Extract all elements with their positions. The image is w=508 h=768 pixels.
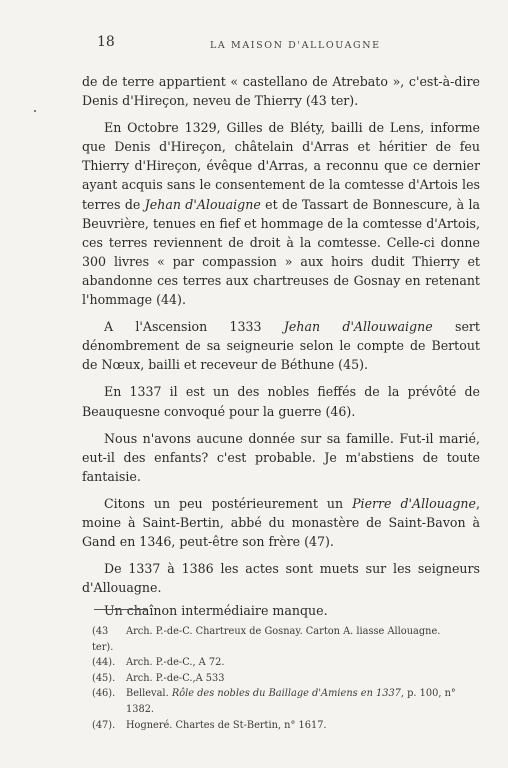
person-name: Jehan d'Alouaigne bbox=[144, 196, 261, 212]
paragraph bbox=[82, 317, 480, 374]
footnote-text bbox=[126, 686, 472, 717]
footnote-number: (44). bbox=[92, 657, 116, 669]
paragraph bbox=[82, 118, 480, 309]
text-segment: A l'Ascension 1333 bbox=[104, 319, 284, 335]
paragraph bbox=[82, 601, 480, 620]
text-segment: De 1337 à 1386 les actes sont muets sur les seigneurs d'Allouagne. bbox=[82, 561, 480, 596]
paragraph bbox=[82, 72, 480, 110]
text-segment: Un chaînon intermédiaire manque. bbox=[104, 603, 328, 619]
body-text bbox=[82, 72, 480, 628]
footnote-text: Arch. P.-de-C.,A 533 bbox=[126, 672, 225, 684]
text-segment: En Octobre 1329, Gilles de Bléty, bailli de Lens, informe que Denis d'Hireçon, châtelain d'Arras et héritier de feu Thierry d'Hireçon, évêque d'Arras, a reconnu que ce dernier ayant acquis sans le consentement de la comtesse d'Artois les terres de bbox=[82, 120, 480, 212]
footnote-separator bbox=[94, 609, 148, 610]
footnote bbox=[92, 655, 472, 671]
footnote-text: Arch. P.-de-C., A 72. bbox=[126, 657, 225, 669]
paragraph bbox=[82, 429, 480, 486]
text-segment: , moine à Saint-Bertin, abbé du monastère de Saint-Bavon à Gand en 1346, peut-être son frère (47). bbox=[82, 495, 480, 550]
text-segment: En 1337 il est un des nobles fieffés de la prévôté de Beauquesne convoqué pour la guerre (46). bbox=[82, 384, 480, 419]
text-segment: , p. 100, n° 1382. bbox=[126, 688, 456, 715]
text-segment: de de terre appartient « castellano de Atrebato », c'est-à-dire Denis d'Hireçon, neveu de Thierry (43 ter). bbox=[82, 74, 480, 109]
ink-speck bbox=[34, 110, 36, 112]
footnote-number: (43 ter). bbox=[92, 626, 114, 653]
running-head: LA MAISON D'ALLOUAGNE bbox=[210, 40, 381, 51]
book-title: Rôle des nobles du Baillage d'Amiens en 1337 bbox=[171, 688, 401, 700]
text-segment: Nous n'avons aucune donnée sur sa famille. Fut-il marié, eut-il des enfants? c'est probable. Je m'abstiens de toute fantaisie. bbox=[82, 430, 480, 484]
text-segment: sert dénombrement de sa seigneurie selon le compte de Bertout de Nœux, bailli et receveur de Béthune (45). bbox=[82, 319, 480, 373]
paragraph bbox=[82, 559, 480, 597]
footnote-number: (45). bbox=[92, 672, 116, 684]
text-segment: Citons un peu postérieurement un bbox=[104, 495, 353, 511]
page-number: 18 bbox=[97, 34, 115, 50]
footnote-number: (47). bbox=[92, 719, 116, 731]
text-segment: et de Tassart de Bonnescure, à la Beuvrière, tenues en fief et hommage de la comtesse d'Artois, ces terres reviennent de droit à la comtesse. Celle-ci donne 300 livres « par compassion » aux hoirs dudit Thierry et abandonne ces terres aux chartreuses de Gosnay en retenant l'hommage (44). bbox=[82, 196, 480, 308]
paragraph bbox=[82, 382, 480, 420]
footnote-text: Hogneré. Chartes de St-Bertin, n° 1617. bbox=[126, 719, 327, 731]
footnotes bbox=[92, 624, 472, 733]
footnote bbox=[92, 718, 472, 734]
footnote-number: (46). bbox=[92, 688, 116, 700]
text-segment: Belleval. bbox=[126, 688, 172, 700]
footnote bbox=[92, 686, 472, 717]
footnote-text: Arch. P.-de-C. Chartreux de Gosnay. Carton A. liasse Allouagne. bbox=[126, 626, 441, 637]
footnote bbox=[92, 624, 472, 655]
person-name: Pierre d'Allouagne bbox=[352, 495, 476, 511]
person-name: Jehan d'Allouwaigne bbox=[283, 319, 433, 335]
footnote bbox=[92, 671, 472, 687]
paragraph bbox=[82, 494, 480, 551]
